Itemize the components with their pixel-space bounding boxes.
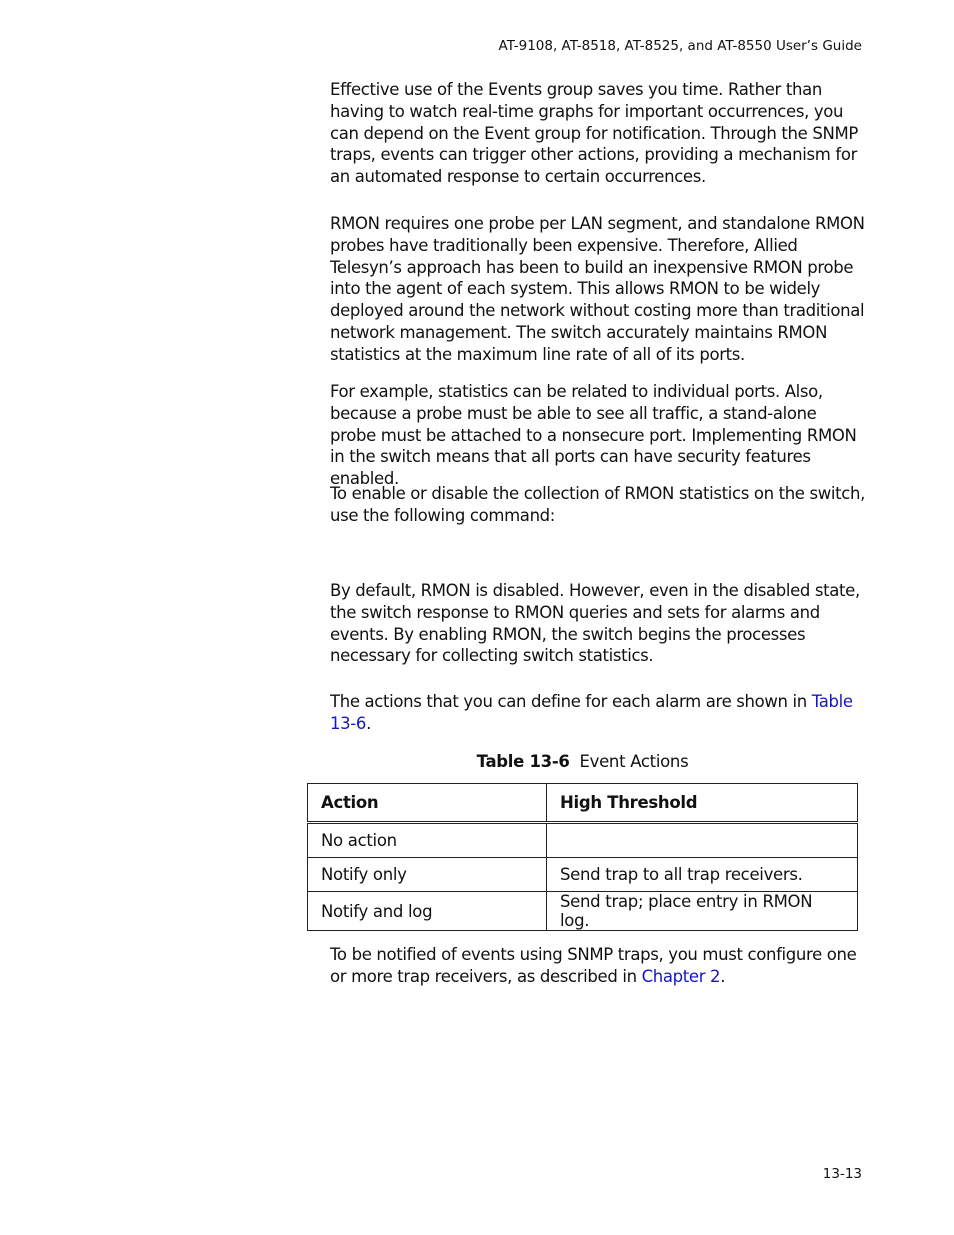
table-cell-threshold: Send trap; place entry in RMON log. <box>547 892 858 931</box>
actions-intro-end: . <box>366 713 371 733</box>
paragraph-trap-receivers <box>330 944 865 988</box>
trap-receivers-text: To be notified of events using SNMP traps, you must configure one or more trap receivers, as described in <box>330 945 857 986</box>
table-caption-number: Table 13-6 <box>476 752 570 771</box>
table-cell-threshold: Send trap to all trap receivers. <box>547 858 858 892</box>
table-row <box>308 892 858 931</box>
page-number: 13-13 <box>822 1166 862 1182</box>
paragraph-events-group: Effective use of the Events group saves you time. Rather than having to watch real-time graphs for important occurrences, you can depend on the Event group for notification. Through the SNMP traps, events can trigger other actions, providing a mechanism for an automated response to certain occurrences. <box>330 80 858 187</box>
paragraph-actions-intro <box>330 691 865 735</box>
table-header-row <box>308 784 858 823</box>
table-caption-title: Event Actions <box>579 752 689 771</box>
table-cell-action: Notify and log <box>308 892 547 931</box>
chapter-2-link[interactable]: Chapter 2 <box>641 966 721 986</box>
actions-intro-text: The actions that you can define for each alarm are shown in <box>330 692 807 711</box>
table-cell-threshold <box>547 823 858 858</box>
event-actions-table <box>307 783 858 931</box>
column-header-high-threshold: High Threshold <box>547 784 858 823</box>
running-header: AT-9108, AT-8518, AT-8525, and AT-8550 User’s Guide <box>498 38 862 54</box>
table-caption <box>307 751 858 773</box>
table-row <box>308 858 858 892</box>
table-cell-action: Notify only <box>308 858 547 892</box>
paragraph-statistics-example: For example, statistics can be related to individual ports. Also, because a probe must be able to see all traffic, a stand-alone probe must be attached to a nonsecure port. Implementing RMON in the switch means that all ports can have security features enabled. <box>330 382 857 489</box>
paragraph-enable-command: To enable or disable the collection of RMON statistics on the switch, use the following command: <box>330 484 865 525</box>
trap-receivers-end: . <box>720 966 726 986</box>
table-row <box>308 823 858 858</box>
column-header-action: Action <box>308 784 547 823</box>
paragraph-rmon-probe: RMON requires one probe per LAN segment, and standalone RMON probes have traditionally been expensive. Therefore, Allied Telesyn’s approach has been to build an inexpensive RMON probe into the agent of each system. This allows RMON to be widely deployed around the network without costing more than traditional network management. The switch accurately maintains RMON statistics at the maximum line rate of all of its ports. <box>330 214 865 364</box>
table-13-6-link[interactable]: Table 13-6 <box>330 692 853 733</box>
paragraph-rmon-default: By default, RMON is disabled. However, even in the disabled state, the switch response to RMON queries and sets for alarms and events. By enabling RMON, the switch begins the processes necessary for collecting switch statistics. <box>330 581 860 666</box>
table-cell-action: No action <box>308 823 547 858</box>
